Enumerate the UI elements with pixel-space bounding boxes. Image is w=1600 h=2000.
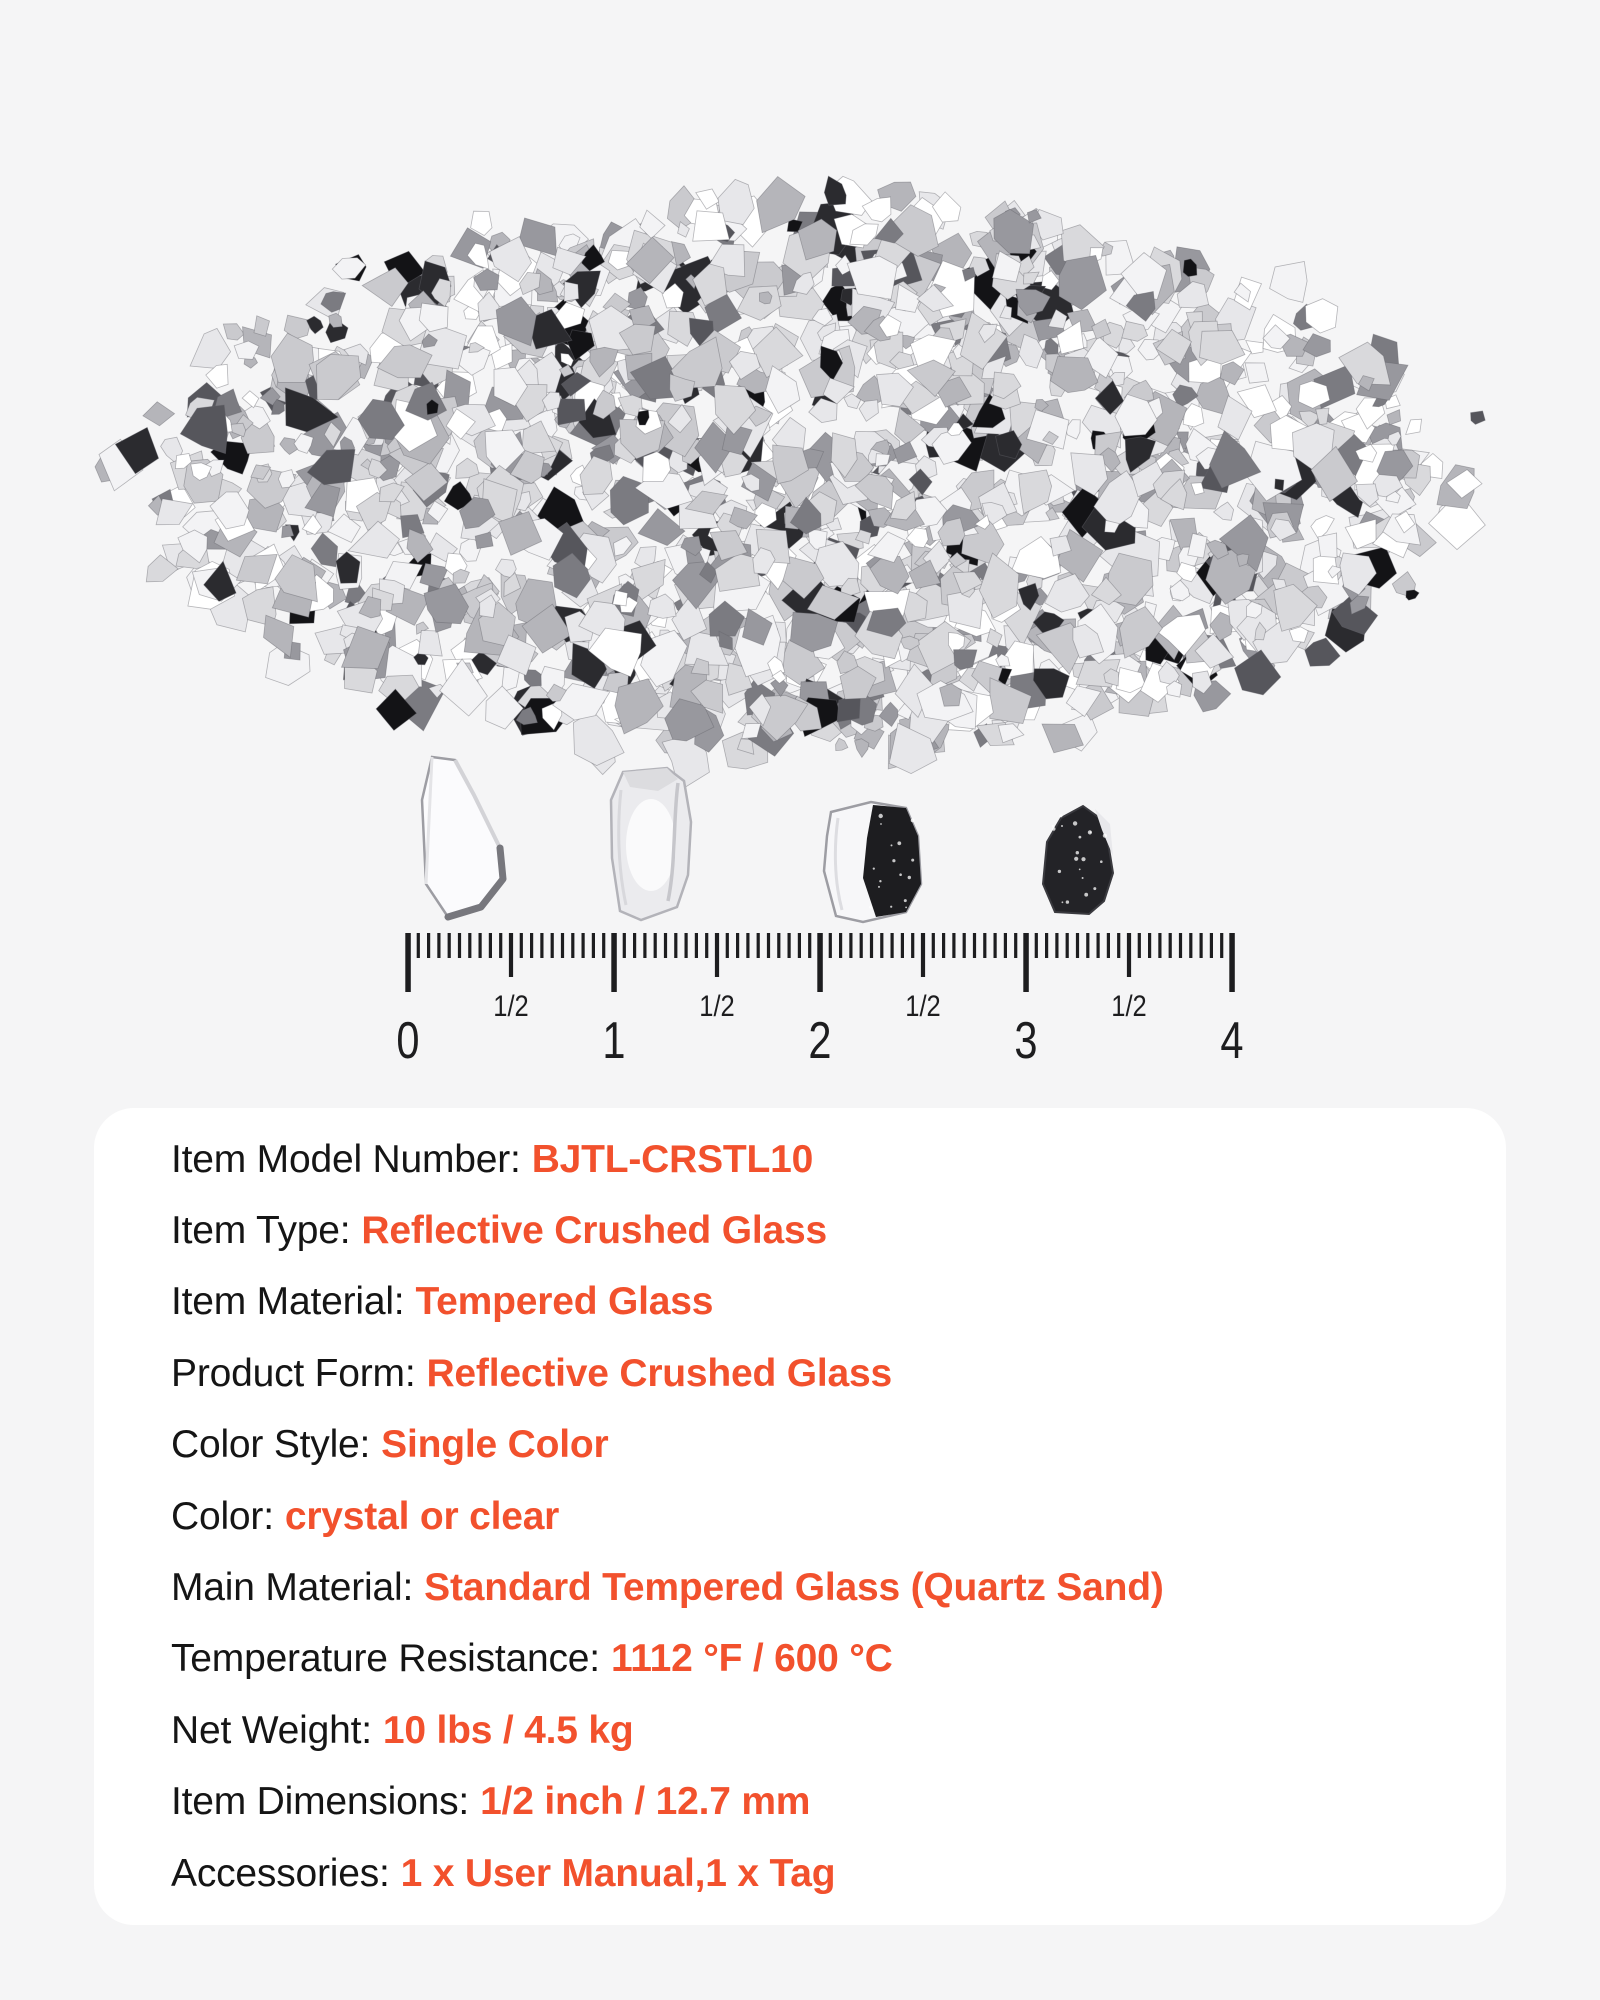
ruler-half-label: 1/2 [1111, 989, 1147, 1023]
spec-value: 10 lbs / 4.5 kg [382, 1708, 634, 1752]
spec-list [171, 1124, 1466, 1909]
spec-value: 1/2 inch / 12.7 mm [480, 1780, 811, 1824]
spec-value: 1 x User Manual,1 x Tag [400, 1851, 836, 1895]
spec-row [171, 1767, 1466, 1838]
spec-value: 1112 °F / 600 °C [610, 1637, 893, 1681]
spec-value: BJTL-CRSTL10 [531, 1137, 814, 1181]
glass-piece-mirror-shard-image [422, 757, 503, 917]
ruler-half-label: 1/2 [493, 989, 529, 1023]
glass-piece-half-mirror-shard-image [824, 802, 921, 922]
spec-row [171, 1481, 1466, 1552]
ruler-number: 1 [602, 1010, 626, 1070]
spec-label: Accessories: [171, 1851, 390, 1895]
spec-label: Net Weight: [171, 1708, 372, 1752]
spec-label: Item Model Number: [171, 1137, 521, 1181]
crushed-glass-pile-image [95, 176, 1485, 791]
glass-piece-clear-chunk-image [611, 768, 691, 920]
ruler-number: 4 [1220, 1010, 1244, 1070]
spec-value: Single Color [381, 1423, 609, 1467]
spec-label: Main Material: [171, 1566, 414, 1610]
ruler-half-label: 1/2 [699, 989, 735, 1023]
spec-value: Reflective Crushed Glass [361, 1209, 827, 1253]
ruler-number: 0 [396, 1010, 420, 1070]
spec-row [171, 1695, 1466, 1766]
ruler-number: 3 [1014, 1010, 1038, 1070]
spec-card [94, 1108, 1506, 1925]
spec-row [171, 1124, 1466, 1195]
spec-label: Item Dimensions: [171, 1780, 470, 1824]
spec-row [171, 1338, 1466, 1409]
ruler-ticks [405, 933, 1235, 992]
glass-piece-samples [422, 757, 1113, 922]
spec-value: crystal or clear [284, 1494, 560, 1538]
ruler-half-label: 1/2 [905, 989, 941, 1023]
spec-value: Reflective Crushed Glass [426, 1351, 893, 1395]
spec-row [171, 1552, 1466, 1623]
spec-label: Item Type: [171, 1209, 351, 1253]
spec-row [171, 1624, 1466, 1695]
glass-piece-dark-shard-image [1043, 806, 1113, 914]
spec-label: Temperature Resistance: [171, 1637, 600, 1681]
spec-row [171, 1410, 1466, 1481]
spec-label: Item Material: [171, 1280, 405, 1324]
inch-ruler [396, 933, 1243, 1069]
spec-row [171, 1838, 1466, 1909]
spec-value: Tempered Glass [415, 1280, 714, 1324]
spec-row [171, 1267, 1466, 1338]
spec-row [171, 1195, 1466, 1266]
spec-value: Standard Tempered Glass (Quartz Sand) [424, 1566, 1164, 1610]
spec-label: Color Style: [171, 1423, 371, 1467]
spec-label: Product Form: [171, 1351, 416, 1395]
spec-label: Color: [171, 1494, 274, 1538]
ruler-number: 2 [808, 1010, 832, 1070]
